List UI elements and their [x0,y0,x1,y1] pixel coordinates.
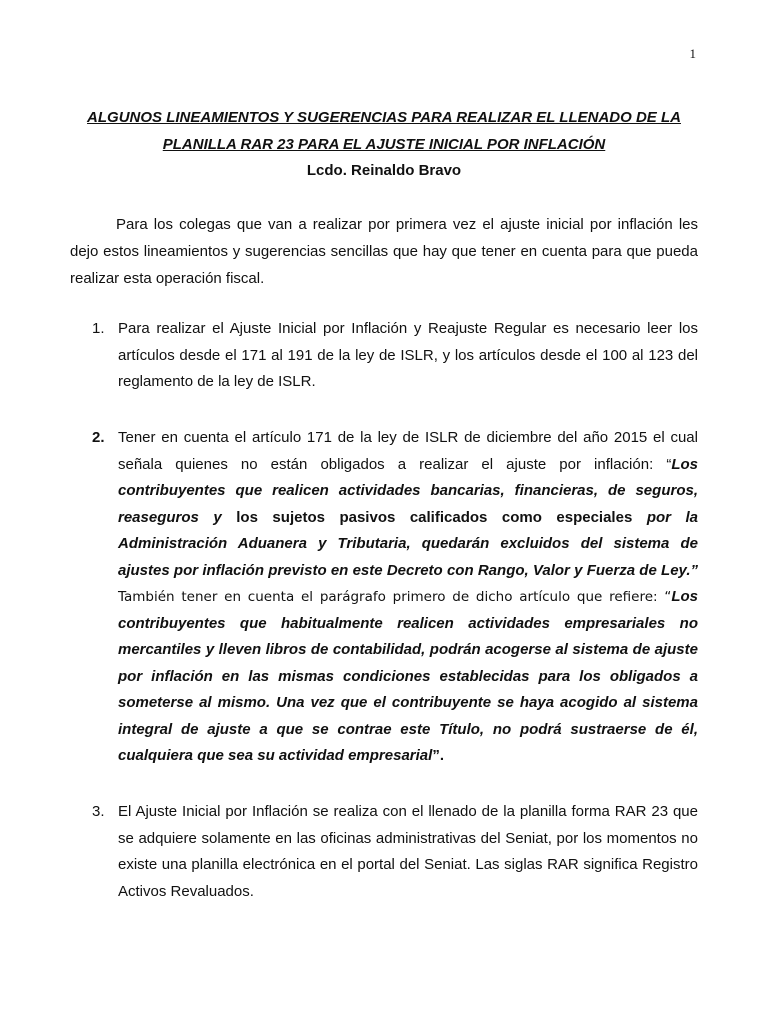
page-number: 1 [689,46,696,61]
item2-text-b: También tener en cuenta el parágrafo primero de dicho artículo que refiere: “ [118,589,672,605]
list-number-3: 3. [92,803,105,820]
list-number-1: 1. [92,320,105,337]
document-title [70,104,698,158]
intro-text: Para los colegas que van a realizar por primera vez el ajuste inicial por inflación les dejo estos lineamientos y sugerencias sencillas que hay que tener en cuenta para que pueda realizar esta operación fiscal. [70,216,698,287]
title-line-1: ALGUNOS LINEAMIENTOS Y SUGERENCIAS PARA REALIZAR EL LLENADO DE LA [87,109,681,126]
intro-paragraph [70,211,698,292]
list-item-3 [70,799,698,905]
list-text-2 [118,425,698,770]
item2-quote-b2: ”. [432,747,444,764]
list-item-1 [70,316,698,396]
item2-quote-a3: por la Administración Aduanera y Tributaria, quedarán excluidos del sistema de ajustes por inflación previsto en este Decreto con Rango, Valor y Fuerza de Ley.” [118,508,698,579]
item2-quote-b1: Los contribuyentes que habitualmente realicen actividades empresariales no mercantiles y lleven libros de contabilidad, podrán acogerse al sistema de ajuste por inflación en las mismas condiciones establecidas para los obligados a someterse al mismo. Una vez que el contribuyente se haya acogido al sistema integral de ajuste a que se contrae este Título, no podrá sustraerse de él, cualquiera que sea su actividad empresarial [118,588,698,764]
item2-text-a: Tener en cuenta el artículo 171 de la ley de ISLR de diciembre del año 2015 el cual señala quienes no están obligados a realizar el ajuste por inflación: “ [118,429,698,473]
list-number-2: 2. [92,429,105,446]
list-text-1: Para realizar el Ajuste Inicial por Inflación y Reajuste Regular es necesario leer los artículos desde el 171 al 191 de la ley de ISLR, y los artículos desde el 100 al 123 del reglamento de la ley de ISLR. [118,320,698,390]
list-text-3: El Ajuste Inicial por Inflación se realiza con el llenado de la planilla forma RAR 23 que se adquiere solamente en las oficinas administrativas del Seniat, por los momentos no existe una planilla electrónica en el portal del Seniat. Las siglas RAR significa Registro Activos Revaluados. [118,803,698,900]
title-line-2: PLANILLA RAR 23 PARA EL AJUSTE INICIAL POR INFLACIÓN [162,136,606,153]
list-item-2 [70,425,698,770]
item2-quote-a2: los sujetos pasivos calificados como especiales [236,508,647,526]
item2-quote-a1: Los contribuyentes que realicen actividades bancarias, financieras, de seguros, reaseguros y [118,455,698,526]
author-line: Lcdo. Reinaldo Bravo [306,162,462,179]
